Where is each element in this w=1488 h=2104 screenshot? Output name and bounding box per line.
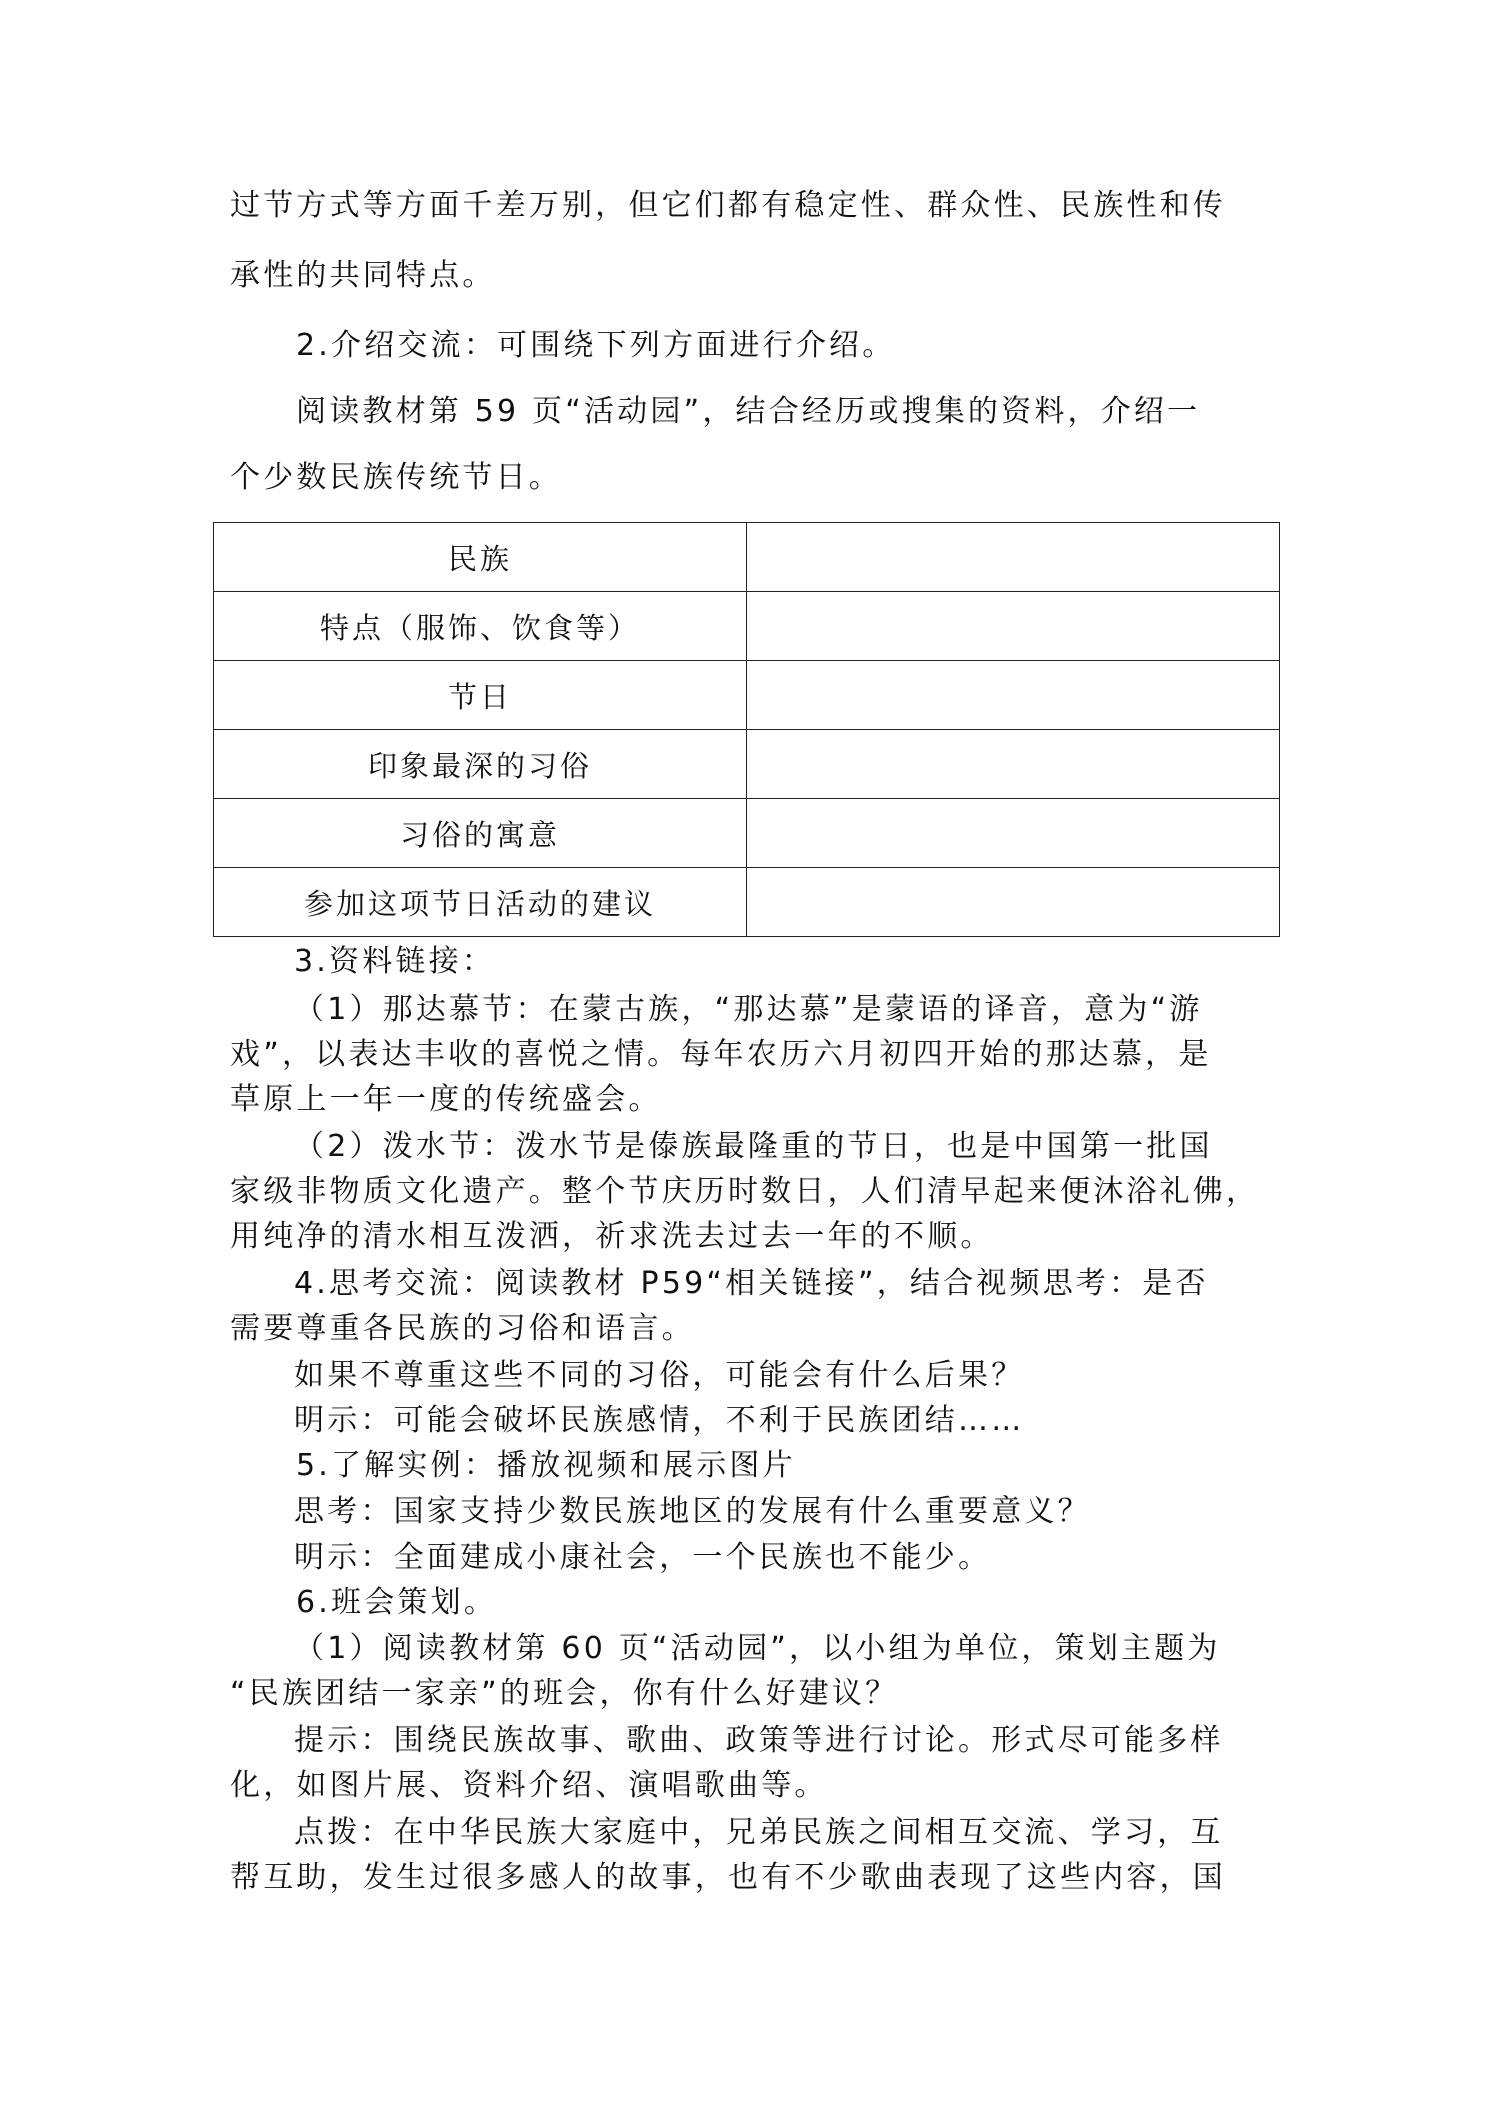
table-row: [214, 730, 1280, 799]
paragraph-line: 明示：全面建成小康社会，一个民族也不能少。: [294, 1540, 992, 1575]
table-cell-value: [747, 523, 1280, 592]
table-row: [214, 799, 1280, 868]
table-cell-label: 特点（服饰、饮食等）: [214, 592, 747, 661]
table-cell-label: 民族: [214, 523, 747, 592]
paragraph-line: 承性的共同特点。: [230, 258, 496, 293]
paragraph-line: （1）阅读教材第 60 页“活动园”，以小组为单位，策划主题为: [294, 1631, 1221, 1666]
paragraph-line: （1）那达慕节：在蒙古族，“那达慕”是蒙语的译音，意为“游: [294, 992, 1203, 1027]
table-cell-value: [747, 868, 1280, 937]
table-row: [214, 592, 1280, 661]
ethnic-festival-table: [213, 522, 1280, 937]
table-cell-value: [747, 799, 1280, 868]
paragraph-line: 帮互助，发生过很多感人的故事，也有不少歌曲表现了这些内容，国: [230, 1860, 1226, 1895]
table-row: [214, 523, 1280, 592]
table-cell-value: [747, 661, 1280, 730]
section-heading-3: 3.资料链接：: [294, 944, 496, 979]
paragraph-line: 需要尊重各民族的习俗和语言。: [230, 1311, 695, 1346]
paragraph-line: 如果不尊重这些不同的习俗，可能会有什么后果？: [294, 1358, 1025, 1393]
paragraph-line: 个少数民族传统节日。: [230, 460, 562, 495]
paragraph-line: 思考：国家支持少数民族地区的发展有什么重要意义？: [294, 1494, 1091, 1529]
section-heading-6: 6.班会策划。: [296, 1585, 498, 1620]
paragraph-line: 点拨：在中华民族大家庭中，兄弟民族之间相互交流、学习，互: [294, 1815, 1224, 1850]
paragraph-line: 明示：可能会破坏民族感情，不利于民族团结……: [294, 1403, 1025, 1438]
paragraph-line: 家级非物质文化遗产。整个节庆历时数日，人们清早起来便沐浴礼佛，: [230, 1174, 1260, 1209]
paragraph-line: 化，如图片展、资料介绍、演唱歌曲等。: [230, 1768, 828, 1803]
table-row: [214, 661, 1280, 730]
paragraph-line: 阅读教材第 59 页“活动园”，结合经历或搜集的资料，介绍一: [296, 394, 1201, 429]
table-cell-label: 习俗的寓意: [214, 799, 747, 868]
table-cell-value: [747, 730, 1280, 799]
table-cell-label: 参加这项节日活动的建议: [214, 868, 747, 937]
paragraph-line: 戏”，以表达丰收的喜悦之情。每年农历六月初四开始的那达慕，是: [230, 1037, 1212, 1072]
paragraph-line: （2）泼水节：泼水节是傣族最隆重的节日，也是中国第一批国: [294, 1129, 1213, 1164]
section-heading-4: 4.思考交流：阅读教材 P59“相关链接”，结合视频思考：是否: [294, 1266, 1209, 1301]
paragraph-line: 用纯净的清水相互泼洒，祈求洗去过去一年的不顺。: [230, 1219, 994, 1254]
section-heading-2: 2.介绍交流：可围绕下列方面进行介绍。: [296, 328, 896, 363]
paragraph-line: 草原上一年一度的传统盛会。: [230, 1082, 662, 1117]
paragraph-line: 提示：围绕民族故事、歌曲、政策等进行讨论。形式尽可能多样: [294, 1723, 1224, 1758]
paragraph-line: “民族团结一家亲”的班会，你有什么好建议？: [230, 1676, 899, 1711]
section-heading-5: 5.了解实例：播放视频和展示图片: [296, 1448, 796, 1483]
table-cell-value: [747, 592, 1280, 661]
table-cell-label: 印象最深的习俗: [214, 730, 747, 799]
paragraph-line: 过节方式等方面千差万别，但它们都有稳定性、群众性、民族性和传: [230, 188, 1226, 223]
table-cell-label: 节日: [214, 661, 747, 730]
table-row: [214, 868, 1280, 937]
